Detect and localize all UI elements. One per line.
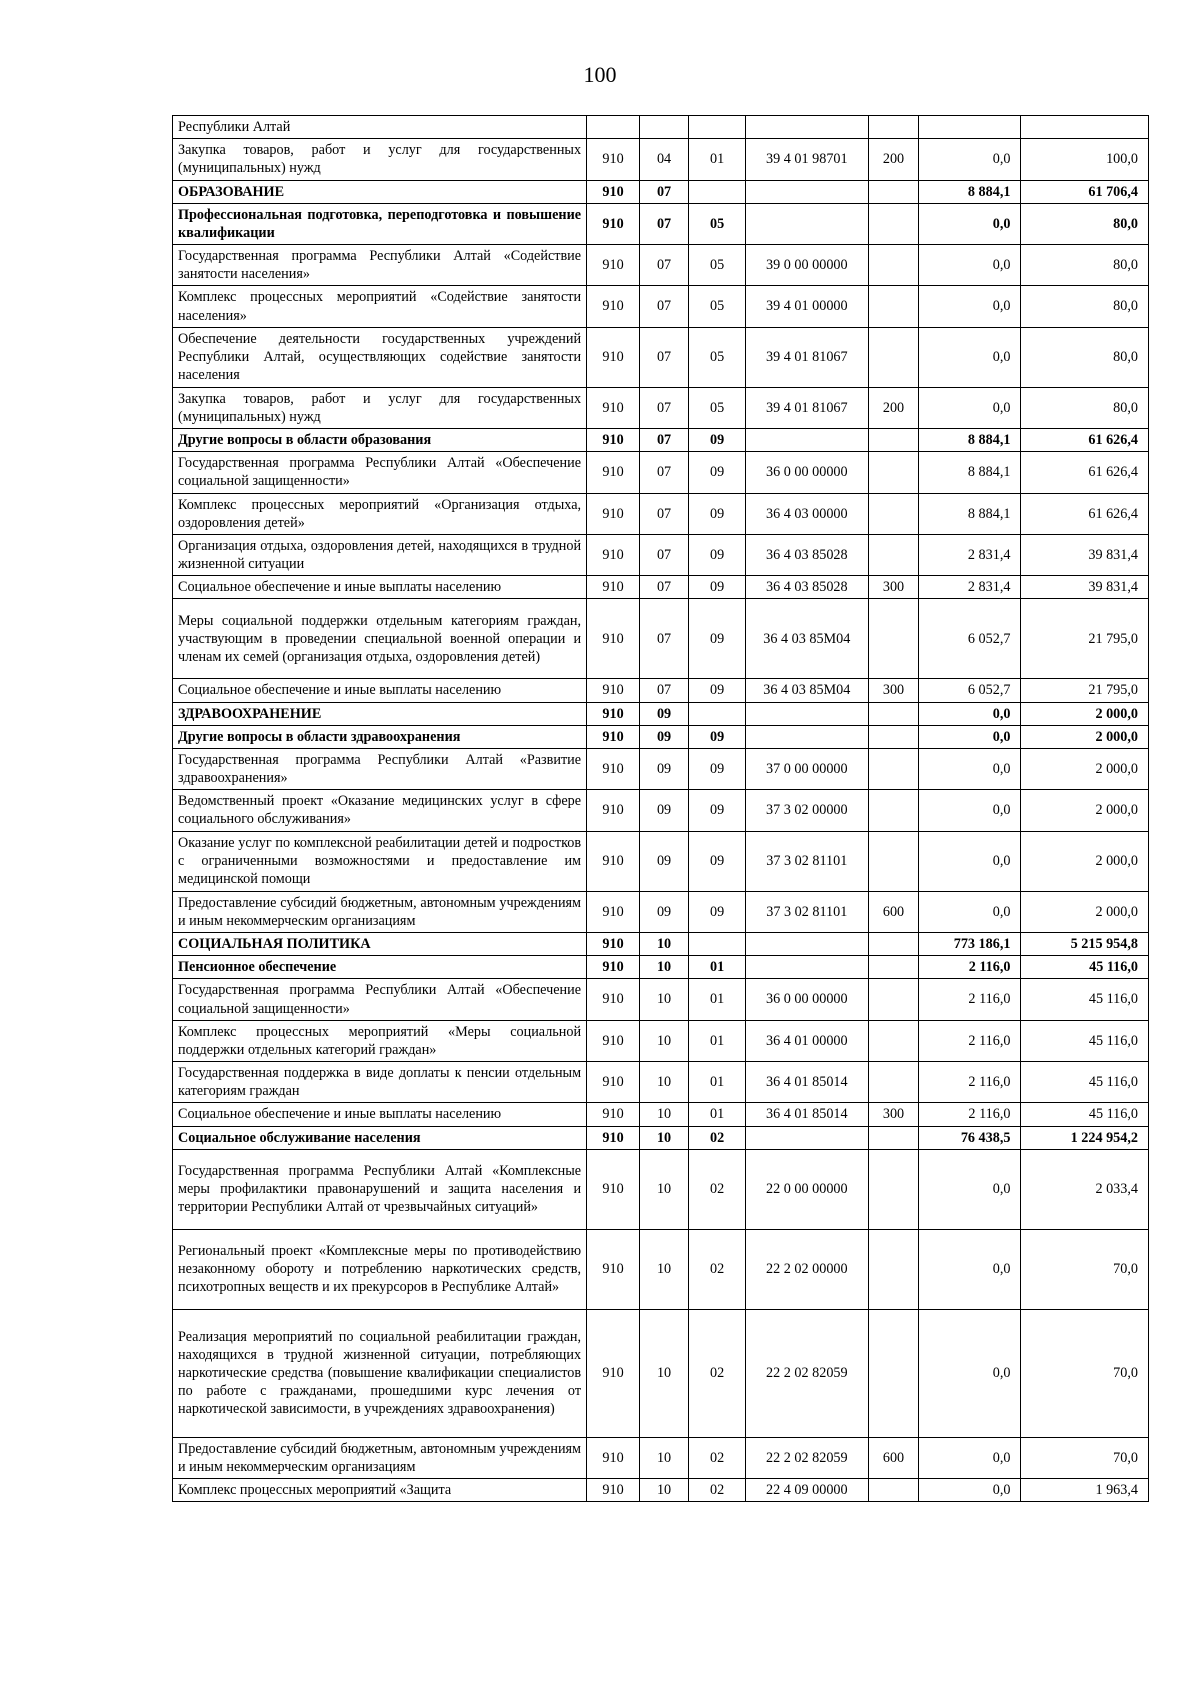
budget-table xyxy=(172,115,1149,1502)
section-code-cell: 09 xyxy=(640,702,689,725)
item-name-cell: Закупка товаров, работ и услуг для государственных (муниципальных) нужд xyxy=(173,139,587,180)
amount-2024-cell: 2 116,0 xyxy=(919,1103,1021,1126)
target-article-cell: 39 4 01 98701 xyxy=(746,139,868,180)
ministry-code-cell: 910 xyxy=(587,203,640,244)
section-code-cell: 07 xyxy=(640,599,689,679)
section-code-cell: 10 xyxy=(640,1229,689,1309)
target-article-cell: 39 4 01 00000 xyxy=(746,286,868,327)
subsection-code-cell: 01 xyxy=(689,1020,746,1061)
table-row xyxy=(173,139,1149,180)
amount-2025-cell: 45 116,0 xyxy=(1021,979,1149,1020)
expense-type-cell xyxy=(868,1126,919,1149)
section-code-cell: 07 xyxy=(640,452,689,493)
target-article-cell: 36 4 03 85М04 xyxy=(746,599,868,679)
target-article-cell: 37 3 02 81101 xyxy=(746,831,868,891)
table-row xyxy=(173,748,1149,789)
amount-2024-cell: 0,0 xyxy=(919,245,1021,286)
ministry-code-cell: 910 xyxy=(587,1437,640,1478)
target-article-cell: 36 4 01 00000 xyxy=(746,1020,868,1061)
section-code-cell: 07 xyxy=(640,679,689,702)
ministry-code-cell: 910 xyxy=(587,1020,640,1061)
table-row xyxy=(173,1309,1149,1437)
subsection-code-cell: 02 xyxy=(689,1479,746,1502)
ministry-code-cell: 910 xyxy=(587,932,640,955)
subsection-code-cell: 01 xyxy=(689,956,746,979)
table-row xyxy=(173,956,1149,979)
subsection-code-cell: 02 xyxy=(689,1437,746,1478)
ministry-code-cell: 910 xyxy=(587,831,640,891)
subsection-code-cell: 09 xyxy=(689,576,746,599)
section-code-cell: 10 xyxy=(640,1103,689,1126)
amount-2025-cell: 2 000,0 xyxy=(1021,748,1149,789)
amount-2025-cell: 39 831,4 xyxy=(1021,576,1149,599)
target-article-cell: 22 4 09 00000 xyxy=(746,1479,868,1502)
ministry-code-cell: 910 xyxy=(587,1062,640,1103)
amount-2024-cell: 8 884,1 xyxy=(919,180,1021,203)
table-row xyxy=(173,116,1149,139)
section-code-cell: 04 xyxy=(640,139,689,180)
section-code-cell: 10 xyxy=(640,1309,689,1437)
expense-type-cell xyxy=(868,831,919,891)
target-article-cell: 39 4 01 81067 xyxy=(746,387,868,428)
item-name-cell: Организация отдыха, оздоровления детей, находящихся в трудной жизненной ситуации xyxy=(173,534,587,575)
target-article-cell xyxy=(746,1126,868,1149)
expense-type-cell xyxy=(868,286,919,327)
ministry-code-cell: 910 xyxy=(587,956,640,979)
item-name-cell: Ведомственный проект «Оказание медицинских услуг в сфере социального обслуживания» xyxy=(173,790,587,831)
amount-2025-cell: 45 116,0 xyxy=(1021,1062,1149,1103)
ministry-code-cell: 910 xyxy=(587,387,640,428)
expense-type-cell xyxy=(868,493,919,534)
item-name-cell: Республики Алтай xyxy=(173,116,587,139)
subsection-code-cell: 09 xyxy=(689,748,746,789)
item-name-cell: ЗДРАВООХРАНЕНИЕ xyxy=(173,702,587,725)
section-code-cell: 10 xyxy=(640,1020,689,1061)
table-row xyxy=(173,1229,1149,1309)
amount-2025-cell: 100,0 xyxy=(1021,139,1149,180)
table-row xyxy=(173,679,1149,702)
amount-2025-cell: 61 626,4 xyxy=(1021,429,1149,452)
item-name-cell: Предоставление субсидий бюджетным, автономным учреждениям и иным некоммерческим организациям xyxy=(173,1437,587,1478)
amount-2024-cell: 2 116,0 xyxy=(919,956,1021,979)
item-name-cell: Социальное обеспечение и иные выплаты населению xyxy=(173,1103,587,1126)
amount-2024-cell: 8 884,1 xyxy=(919,452,1021,493)
item-name-cell: Социальное обеспечение и иные выплаты населению xyxy=(173,576,587,599)
target-article-cell xyxy=(746,203,868,244)
target-article-cell: 36 4 03 85028 xyxy=(746,534,868,575)
expense-type-cell xyxy=(868,180,919,203)
target-article-cell xyxy=(746,180,868,203)
amount-2025-cell: 2 000,0 xyxy=(1021,790,1149,831)
section-code-cell: 07 xyxy=(640,534,689,575)
ministry-code-cell: 910 xyxy=(587,452,640,493)
item-name-cell: Комплекс процессных мероприятий «Содействие занятости населения» xyxy=(173,286,587,327)
section-code-cell: 07 xyxy=(640,429,689,452)
item-name-cell: Государственная программа Республики Алтай «Комплексные меры профилактики правонарушений и защита населения и территории Республики Алтай от чрезвычайных ситуаций» xyxy=(173,1149,587,1229)
table-row xyxy=(173,1126,1149,1149)
amount-2025-cell: 2 000,0 xyxy=(1021,702,1149,725)
table-row xyxy=(173,534,1149,575)
expense-type-cell: 600 xyxy=(868,1437,919,1478)
amount-2024-cell: 2 116,0 xyxy=(919,1062,1021,1103)
amount-2024-cell: 0,0 xyxy=(919,139,1021,180)
subsection-code-cell: 09 xyxy=(689,534,746,575)
expense-type-cell xyxy=(868,452,919,493)
ministry-code-cell: 910 xyxy=(587,1229,640,1309)
amount-2025-cell: 2 000,0 xyxy=(1021,831,1149,891)
amount-2024-cell: 6 052,7 xyxy=(919,679,1021,702)
expense-type-cell xyxy=(868,932,919,955)
ministry-code-cell: 910 xyxy=(587,1479,640,1502)
amount-2025-cell: 2 033,4 xyxy=(1021,1149,1149,1229)
ministry-code-cell: 910 xyxy=(587,493,640,534)
subsection-code-cell: 09 xyxy=(689,831,746,891)
amount-2024-cell: 76 438,5 xyxy=(919,1126,1021,1149)
table-row xyxy=(173,1437,1149,1478)
item-name-cell: Меры социальной поддержки отдельным категориям граждан, участвующим в проведении специальной военной операции и членам их семей (организация отдыха, оздоровления детей) xyxy=(173,599,587,679)
table-row xyxy=(173,599,1149,679)
expense-type-cell: 300 xyxy=(868,1103,919,1126)
ministry-code-cell: 910 xyxy=(587,891,640,932)
ministry-code-cell: 910 xyxy=(587,1309,640,1437)
table-row xyxy=(173,180,1149,203)
item-name-cell: Государственная программа Республики Алтай «Развитие здравоохранения» xyxy=(173,748,587,789)
target-article-cell xyxy=(746,429,868,452)
expense-type-cell xyxy=(868,599,919,679)
ministry-code-cell: 910 xyxy=(587,286,640,327)
amount-2025-cell: 39 831,4 xyxy=(1021,534,1149,575)
item-name-cell: Социальное обслуживание населения xyxy=(173,1126,587,1149)
amount-2025-cell: 21 795,0 xyxy=(1021,679,1149,702)
expense-type-cell xyxy=(868,116,919,139)
target-article-cell: 36 0 00 00000 xyxy=(746,979,868,1020)
subsection-code-cell: 09 xyxy=(689,725,746,748)
amount-2025-cell: 1 963,4 xyxy=(1021,1479,1149,1502)
subsection-code-cell: 05 xyxy=(689,327,746,387)
amount-2025-cell: 1 224 954,2 xyxy=(1021,1126,1149,1149)
section-code-cell: 09 xyxy=(640,891,689,932)
section-code-cell: 10 xyxy=(640,1479,689,1502)
subsection-code-cell: 02 xyxy=(689,1126,746,1149)
expense-type-cell xyxy=(868,429,919,452)
ministry-code-cell: 910 xyxy=(587,1149,640,1229)
item-name-cell: Государственная программа Республики Алтай «Обеспечение социальной защищенности» xyxy=(173,452,587,493)
item-name-cell: Социальное обеспечение и иные выплаты населению xyxy=(173,679,587,702)
section-code-cell: 07 xyxy=(640,180,689,203)
subsection-code-cell: 09 xyxy=(689,790,746,831)
table-row xyxy=(173,1020,1149,1061)
target-article-cell: 36 4 01 85014 xyxy=(746,1103,868,1126)
table-row xyxy=(173,1062,1149,1103)
item-name-cell: Пенсионное обеспечение xyxy=(173,956,587,979)
table-row xyxy=(173,932,1149,955)
amount-2025-cell: 80,0 xyxy=(1021,327,1149,387)
amount-2024-cell: 2 116,0 xyxy=(919,979,1021,1020)
item-name-cell: Оказание услуг по комплексной реабилитации детей и подростков с ограниченными возможностями и предоставление им медицинской помощи xyxy=(173,831,587,891)
section-code-cell: 07 xyxy=(640,203,689,244)
amount-2025-cell: 80,0 xyxy=(1021,387,1149,428)
target-article-cell: 37 3 02 81101 xyxy=(746,891,868,932)
item-name-cell: Государственная программа Республики Алтай «Обеспечение социальной защищенности» xyxy=(173,979,587,1020)
item-name-cell: Другие вопросы в области здравоохранения xyxy=(173,725,587,748)
section-code-cell: 07 xyxy=(640,245,689,286)
amount-2024-cell: 0,0 xyxy=(919,1437,1021,1478)
item-name-cell: СОЦИАЛЬНАЯ ПОЛИТИКА xyxy=(173,932,587,955)
subsection-code-cell: 09 xyxy=(689,452,746,493)
target-article-cell: 36 4 03 00000 xyxy=(746,493,868,534)
amount-2024-cell: 0,0 xyxy=(919,748,1021,789)
expense-type-cell: 300 xyxy=(868,576,919,599)
expense-type-cell xyxy=(868,790,919,831)
amount-2025-cell: 61 626,4 xyxy=(1021,452,1149,493)
amount-2024-cell: 8 884,1 xyxy=(919,493,1021,534)
target-article-cell: 36 4 03 85М04 xyxy=(746,679,868,702)
ministry-code-cell: 910 xyxy=(587,748,640,789)
amount-2025-cell: 5 215 954,8 xyxy=(1021,932,1149,955)
amount-2025-cell: 80,0 xyxy=(1021,203,1149,244)
table-row xyxy=(173,327,1149,387)
table-row xyxy=(173,979,1149,1020)
subsection-code-cell xyxy=(689,932,746,955)
amount-2024-cell: 0,0 xyxy=(919,725,1021,748)
table-row xyxy=(173,1103,1149,1126)
amount-2024-cell: 0,0 xyxy=(919,891,1021,932)
target-article-cell: 22 2 02 82059 xyxy=(746,1437,868,1478)
table-row xyxy=(173,790,1149,831)
ministry-code-cell: 910 xyxy=(587,139,640,180)
item-name-cell: Предоставление субсидий бюджетным, автономным учреждениям и иным некоммерческим организациям xyxy=(173,891,587,932)
section-code-cell: 09 xyxy=(640,831,689,891)
ministry-code-cell xyxy=(587,116,640,139)
ministry-code-cell: 910 xyxy=(587,702,640,725)
amount-2024-cell: 2 831,4 xyxy=(919,534,1021,575)
table-row xyxy=(173,725,1149,748)
target-article-cell: 39 0 00 00000 xyxy=(746,245,868,286)
amount-2025-cell: 70,0 xyxy=(1021,1437,1149,1478)
subsection-code-cell: 09 xyxy=(689,599,746,679)
expense-type-cell: 600 xyxy=(868,891,919,932)
expense-type-cell xyxy=(868,203,919,244)
subsection-code-cell: 09 xyxy=(689,679,746,702)
section-code-cell: 07 xyxy=(640,387,689,428)
amount-2025-cell: 45 116,0 xyxy=(1021,1103,1149,1126)
subsection-code-cell: 05 xyxy=(689,387,746,428)
ministry-code-cell: 910 xyxy=(587,790,640,831)
target-article-cell xyxy=(746,116,868,139)
item-name-cell: Региональный проект «Комплексные меры по противодействию незаконному обороту и потреблению наркотических средств, психотропных веществ и их прекурсоров в Республике Алтай» xyxy=(173,1229,587,1309)
item-name-cell: Закупка товаров, работ и услуг для государственных (муниципальных) нужд xyxy=(173,387,587,428)
amount-2024-cell: 773 186,1 xyxy=(919,932,1021,955)
table-row xyxy=(173,831,1149,891)
ministry-code-cell: 910 xyxy=(587,180,640,203)
amount-2024-cell: 6 052,7 xyxy=(919,599,1021,679)
ministry-code-cell: 910 xyxy=(587,534,640,575)
ministry-code-cell: 910 xyxy=(587,599,640,679)
target-article-cell xyxy=(746,725,868,748)
section-code-cell: 07 xyxy=(640,493,689,534)
table-row xyxy=(173,203,1149,244)
target-article-cell xyxy=(746,932,868,955)
section-code-cell: 09 xyxy=(640,748,689,789)
ministry-code-cell: 910 xyxy=(587,1103,640,1126)
expense-type-cell xyxy=(868,534,919,575)
subsection-code-cell: 01 xyxy=(689,979,746,1020)
amount-2024-cell: 8 884,1 xyxy=(919,429,1021,452)
amount-2025-cell: 80,0 xyxy=(1021,245,1149,286)
item-name-cell: Профессиональная подготовка, переподготовка и повышение квалификации xyxy=(173,203,587,244)
item-name-cell: Комплекс процессных мероприятий «Меры социальной поддержки отдельных категорий граждан» xyxy=(173,1020,587,1061)
amount-2024-cell: 0,0 xyxy=(919,831,1021,891)
expense-type-cell xyxy=(868,1309,919,1437)
subsection-code-cell xyxy=(689,702,746,725)
table-row xyxy=(173,429,1149,452)
expense-type-cell xyxy=(868,956,919,979)
subsection-code-cell: 09 xyxy=(689,429,746,452)
amount-2025-cell: 70,0 xyxy=(1021,1309,1149,1437)
item-name-cell: Комплекс процессных мероприятий «Организация отдыха, оздоровления детей» xyxy=(173,493,587,534)
section-code-cell: 09 xyxy=(640,725,689,748)
ministry-code-cell: 910 xyxy=(587,576,640,599)
amount-2025-cell: 21 795,0 xyxy=(1021,599,1149,679)
item-name-cell: Другие вопросы в области образования xyxy=(173,429,587,452)
expense-type-cell xyxy=(868,1229,919,1309)
section-code-cell: 10 xyxy=(640,1062,689,1103)
subsection-code-cell: 02 xyxy=(689,1309,746,1437)
section-code-cell xyxy=(640,116,689,139)
amount-2025-cell: 45 116,0 xyxy=(1021,1020,1149,1061)
subsection-code-cell: 05 xyxy=(689,286,746,327)
amount-2024-cell: 0,0 xyxy=(919,286,1021,327)
amount-2024-cell xyxy=(919,116,1021,139)
subsection-code-cell: 01 xyxy=(689,1103,746,1126)
target-article-cell: 37 3 02 00000 xyxy=(746,790,868,831)
target-article-cell: 22 2 02 82059 xyxy=(746,1309,868,1437)
table-row xyxy=(173,452,1149,493)
target-article-cell: 36 4 03 85028 xyxy=(746,576,868,599)
expense-type-cell: 200 xyxy=(868,387,919,428)
table-row xyxy=(173,245,1149,286)
target-article-cell: 37 0 00 00000 xyxy=(746,748,868,789)
amount-2025-cell xyxy=(1021,116,1149,139)
ministry-code-cell: 910 xyxy=(587,979,640,1020)
subsection-code-cell: 01 xyxy=(689,1062,746,1103)
target-article-cell: 36 0 00 00000 xyxy=(746,452,868,493)
subsection-code-cell xyxy=(689,116,746,139)
expense-type-cell xyxy=(868,1149,919,1229)
expense-type-cell xyxy=(868,1062,919,1103)
expense-type-cell xyxy=(868,245,919,286)
section-code-cell: 09 xyxy=(640,790,689,831)
table-row xyxy=(173,1479,1149,1502)
table-row xyxy=(173,286,1149,327)
section-code-cell: 07 xyxy=(640,286,689,327)
target-article-cell xyxy=(746,702,868,725)
expense-type-cell: 300 xyxy=(868,679,919,702)
amount-2024-cell: 2 831,4 xyxy=(919,576,1021,599)
amount-2025-cell: 80,0 xyxy=(1021,286,1149,327)
subsection-code-cell: 09 xyxy=(689,493,746,534)
page-number: 100 xyxy=(583,62,617,87)
ministry-code-cell: 910 xyxy=(587,725,640,748)
item-name-cell: Комплекс процессных мероприятий «Защита xyxy=(173,1479,587,1502)
subsection-code-cell: 05 xyxy=(689,245,746,286)
amount-2024-cell: 0,0 xyxy=(919,1479,1021,1502)
amount-2024-cell: 2 116,0 xyxy=(919,1020,1021,1061)
section-code-cell: 07 xyxy=(640,327,689,387)
section-code-cell: 10 xyxy=(640,1437,689,1478)
section-code-cell: 10 xyxy=(640,932,689,955)
expense-type-cell xyxy=(868,327,919,387)
table-row xyxy=(173,493,1149,534)
target-article-cell: 22 0 00 00000 xyxy=(746,1149,868,1229)
item-name-cell: ОБРАЗОВАНИЕ xyxy=(173,180,587,203)
section-code-cell: 10 xyxy=(640,1126,689,1149)
table-row xyxy=(173,387,1149,428)
amount-2024-cell: 0,0 xyxy=(919,1229,1021,1309)
section-code-cell: 10 xyxy=(640,979,689,1020)
amount-2025-cell: 61 626,4 xyxy=(1021,493,1149,534)
item-name-cell: Государственная программа Республики Алтай «Содействие занятости населения» xyxy=(173,245,587,286)
ministry-code-cell: 910 xyxy=(587,327,640,387)
item-name-cell: Реализация мероприятий по социальной реабилитации граждан, находящихся в трудной жизненной ситуации, потребляющих наркотические средства (повышение квалификации специалистов по работе с гражданами, прошедшими курс лечения от наркотической зависимости, в учреждениях здравоохранения) xyxy=(173,1309,587,1437)
amount-2024-cell: 0,0 xyxy=(919,387,1021,428)
expense-type-cell xyxy=(868,1479,919,1502)
target-article-cell: 22 2 02 00000 xyxy=(746,1229,868,1309)
amount-2025-cell: 70,0 xyxy=(1021,1229,1149,1309)
ministry-code-cell: 910 xyxy=(587,429,640,452)
subsection-code-cell: 09 xyxy=(689,891,746,932)
item-name-cell: Обеспечение деятельности государственных учреждений Республики Алтай, осуществляющих содействие занятости населения xyxy=(173,327,587,387)
amount-2025-cell: 2 000,0 xyxy=(1021,891,1149,932)
subsection-code-cell: 05 xyxy=(689,203,746,244)
subsection-code-cell: 01 xyxy=(689,139,746,180)
amount-2025-cell: 2 000,0 xyxy=(1021,725,1149,748)
item-name-cell: Государственная поддержка в виде доплаты к пенсии отдельным категориям граждан xyxy=(173,1062,587,1103)
amount-2024-cell: 0,0 xyxy=(919,1309,1021,1437)
amount-2024-cell: 0,0 xyxy=(919,327,1021,387)
expense-type-cell: 200 xyxy=(868,139,919,180)
expense-type-cell xyxy=(868,725,919,748)
table-row xyxy=(173,891,1149,932)
amount-2024-cell: 0,0 xyxy=(919,203,1021,244)
amount-2024-cell: 0,0 xyxy=(919,1149,1021,1229)
amount-2025-cell: 61 706,4 xyxy=(1021,180,1149,203)
table-row xyxy=(173,702,1149,725)
table-row xyxy=(173,1149,1149,1229)
subsection-code-cell: 02 xyxy=(689,1149,746,1229)
amount-2025-cell: 45 116,0 xyxy=(1021,956,1149,979)
target-article-cell xyxy=(746,956,868,979)
expense-type-cell xyxy=(868,1020,919,1061)
expense-type-cell xyxy=(868,702,919,725)
section-code-cell: 10 xyxy=(640,1149,689,1229)
expense-type-cell xyxy=(868,979,919,1020)
amount-2024-cell: 0,0 xyxy=(919,702,1021,725)
ministry-code-cell: 910 xyxy=(587,679,640,702)
section-code-cell: 10 xyxy=(640,956,689,979)
amount-2024-cell: 0,0 xyxy=(919,790,1021,831)
subsection-code-cell xyxy=(689,180,746,203)
ministry-code-cell: 910 xyxy=(587,1126,640,1149)
ministry-code-cell: 910 xyxy=(587,245,640,286)
target-article-cell: 36 4 01 85014 xyxy=(746,1062,868,1103)
expense-type-cell xyxy=(868,748,919,789)
section-code-cell: 07 xyxy=(640,576,689,599)
subsection-code-cell: 02 xyxy=(689,1229,746,1309)
table-row xyxy=(173,576,1149,599)
target-article-cell: 39 4 01 81067 xyxy=(746,327,868,387)
